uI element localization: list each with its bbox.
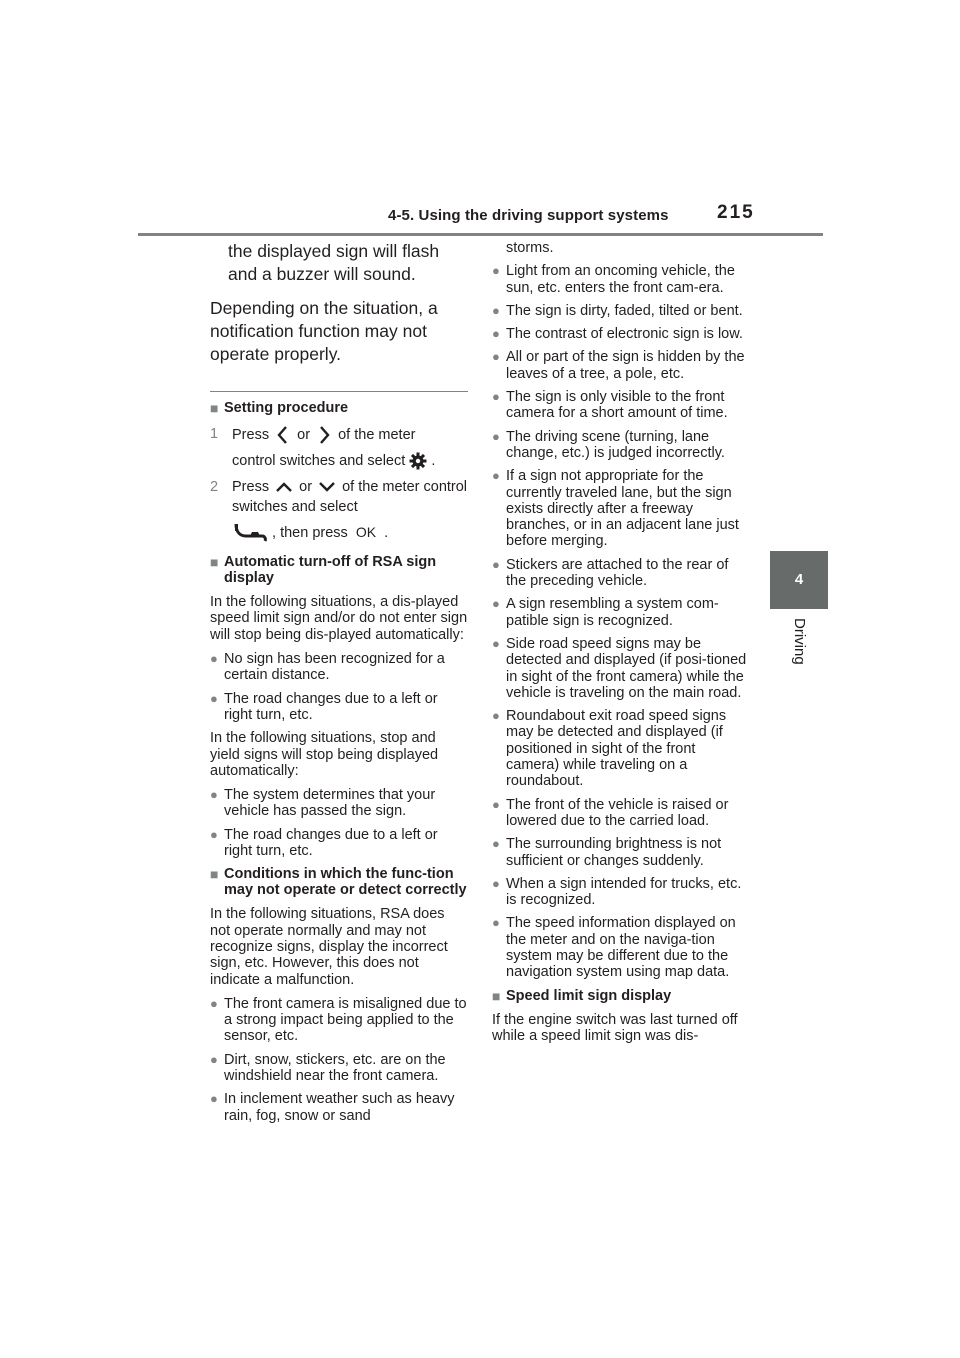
list-item (210, 1091, 468, 1124)
list-item (492, 303, 750, 319)
chevron-down-icon (316, 479, 338, 495)
step-word: of the meter control switches and select (232, 479, 468, 515)
bullet-icon: ● (492, 263, 500, 279)
right-bullet-list (492, 263, 750, 980)
list-item (210, 996, 468, 1045)
step-word: of the meter (338, 426, 416, 443)
bullet-icon: ● (210, 826, 218, 842)
step-word: Press (232, 479, 270, 495)
paragraph: If the engine switch was last turned off while a speed limit sign was dis- (492, 1011, 738, 1044)
list-item-text: The system determines that your vehicle has passed the sign. (224, 787, 436, 820)
bullet-icon: ● (492, 796, 500, 812)
chevron-up-icon (273, 479, 295, 495)
step-number: 1 (210, 426, 219, 442)
list-item-continuation (492, 240, 750, 256)
list-item (210, 827, 468, 860)
left-column (210, 240, 468, 1131)
bullet-icon: ● (492, 836, 500, 852)
bullet-icon: ● (492, 708, 500, 724)
bullet-icon: ● (492, 875, 500, 891)
list-item-text: The road changes due to a left or right turn, etc. (224, 826, 438, 860)
list-item-text: The speed information displayed on the meter and on the naviga-tion system may be different due to the navigation system using map data. (506, 915, 736, 981)
heading-marker-icon: ■ (210, 866, 219, 883)
list-item-text: The contrast of electronic sign is low. (506, 326, 743, 343)
list-item (210, 691, 468, 724)
list-item-text: Stickers are attached to the rear of the preceding vehicle. (506, 556, 729, 590)
step-line-3 (232, 522, 468, 544)
bullet-icon: ● (210, 1051, 218, 1067)
step-word: or (297, 426, 311, 443)
chapter-label-text: Driving (791, 618, 808, 665)
page-number: 215 (717, 202, 755, 223)
chapter-tab: 4 (770, 551, 828, 609)
bullet-icon: ● (492, 556, 500, 572)
step-1 (210, 424, 468, 471)
list-item-text: No sign has been recognized for a certain distance. (224, 651, 445, 684)
bullet-icon: ● (492, 326, 500, 342)
vehicle-icon (232, 522, 268, 544)
list-item-text: Side road speed signs may be detected and displayed (if posi-tioned in sight of the front camera) while the vehicle is traveling on the main road. (506, 635, 747, 701)
bullet-icon: ● (492, 915, 500, 931)
bullet-icon: ● (492, 349, 500, 365)
step-word: Press (232, 426, 270, 443)
list-item-text: Light from an oncoming vehicle, the sun, etc. enters the front cam-era. (506, 263, 735, 296)
bullet-icon: ● (492, 302, 500, 318)
heading-marker-icon: ■ (210, 554, 219, 571)
chapter-label (766, 618, 832, 698)
list-item-text: storms. (506, 240, 554, 256)
section-rule (210, 391, 468, 392)
step-2 (210, 477, 468, 544)
bullet-icon: ● (492, 389, 500, 405)
paragraph: In the following situations, a dis-played speed limit sign and/or do not enter sign will stop being dis-played automatically: (210, 594, 468, 643)
step-number: 2 (210, 479, 219, 495)
list-item (492, 468, 750, 549)
step-text (232, 424, 468, 471)
step-word: . (431, 453, 436, 469)
list-item (210, 651, 468, 684)
bullet-icon: ● (492, 428, 500, 444)
list-item-text: A sign resembling a system com-patible sign is recognized. (506, 596, 719, 629)
list-item (492, 915, 750, 980)
list-item (492, 876, 750, 909)
paragraph: In the following situations, stop and yield signs will stop being displayed automatically: (210, 730, 439, 779)
list-item (492, 797, 750, 830)
right-column (492, 240, 750, 1052)
list-item-text: The road changes due to a left or right turn, etc. (224, 690, 438, 723)
heading-text: Setting procedure (224, 400, 349, 416)
list-item-text: In inclement weather such as heavy rain, fog, snow or sand (224, 1091, 455, 1124)
intro-note: Depending on the situation, a notification function may not operate properly. (210, 298, 438, 364)
list-item-text: The front of the vehicle is raised or lowered due to the carried load. (506, 796, 729, 829)
list-item (492, 326, 750, 342)
list-item (210, 787, 468, 820)
list-item-text: The front camera is misaligned due to a strong impact being applied to the sensor, etc. (224, 995, 467, 1045)
gear-icon (409, 452, 427, 470)
list-item (210, 1052, 468, 1085)
heading-conditions (210, 866, 468, 898)
list-item-text: Dirt, snow, stickers, etc. are on the windshield near the front camera. (224, 1051, 446, 1084)
list-item-text: If a sign not appropriate for the currently traveled lane, but the sign exists directly after a freeway branches, or in an adjacent lane just before merging. (506, 468, 739, 550)
list-item (492, 836, 750, 869)
heading-text: Speed limit sign display (506, 987, 672, 1004)
list-item-text: The driving scene (turning, lane change, etc.) is judged incorrectly. (506, 428, 725, 461)
list-item (492, 389, 750, 422)
list-item (492, 429, 750, 462)
bullet-icon: ● (210, 995, 218, 1011)
list-item (492, 349, 750, 382)
chevron-left-icon (273, 424, 293, 446)
list-item (492, 596, 750, 629)
heading-text: Automatic turn-off of RSA sign display (224, 554, 437, 587)
list-item-text: All or part of the sign is hidden by the leaves of a tree, a pole, etc. (506, 349, 745, 382)
list-item-text: Roundabout exit road speed signs may be detected and displayed (if positioned in sight of the front camera) while traveling on a roundabout. (506, 708, 727, 790)
heading-text: Conditions in which the func-tion may not operate or detect correctly (224, 866, 467, 899)
step-word: . (384, 525, 389, 541)
step-word: control switches and select (232, 453, 406, 469)
bullet-icon: ● (210, 787, 218, 803)
list-item (492, 557, 750, 590)
bullet-icon: ● (492, 468, 500, 484)
list-item-text: The sign is dirty, faded, tilted or bent. (506, 302, 743, 319)
heading-auto-turn-off (210, 554, 468, 586)
list-item (492, 263, 750, 296)
step-text (232, 477, 468, 544)
chevron-right-icon (314, 424, 334, 446)
list-item (492, 708, 750, 789)
heading-marker-icon: ■ (210, 400, 219, 416)
step-line-2 (232, 451, 468, 471)
running-header: 4-5. Using the driving support systems (388, 207, 669, 224)
bullet-icon: ● (492, 635, 500, 651)
bullet-icon: ● (210, 651, 218, 667)
heading-speed-limit (492, 988, 750, 1004)
header-rule (138, 233, 823, 236)
heading-marker-icon: ■ (492, 987, 501, 1004)
list-item (492, 636, 750, 701)
intro-continuation: the displayed sign will flash and a buzzer will sound. (228, 241, 440, 284)
step-word: or (299, 479, 313, 495)
heading-setting-procedure (210, 400, 468, 416)
list-item-text: The surrounding brightness is not sufficient or changes suddenly. (506, 836, 722, 869)
step-word: , then press (272, 525, 348, 541)
list-item-text: The sign is only visible to the front camera for a short amount of time. (506, 389, 728, 422)
bullet-icon: ● (210, 690, 218, 706)
bullet-icon: ● (210, 1091, 218, 1107)
ok-button-glyph: OK (355, 524, 377, 540)
bullet-icon: ● (492, 596, 500, 612)
list-item-text: When a sign intended for trucks, etc. is recognized. (506, 875, 742, 909)
paragraph: In the following situations, RSA does not operate normally and may not recognize signs, display the incorrect sign, etc. However, this does not indicate a malfunction. (210, 906, 448, 988)
